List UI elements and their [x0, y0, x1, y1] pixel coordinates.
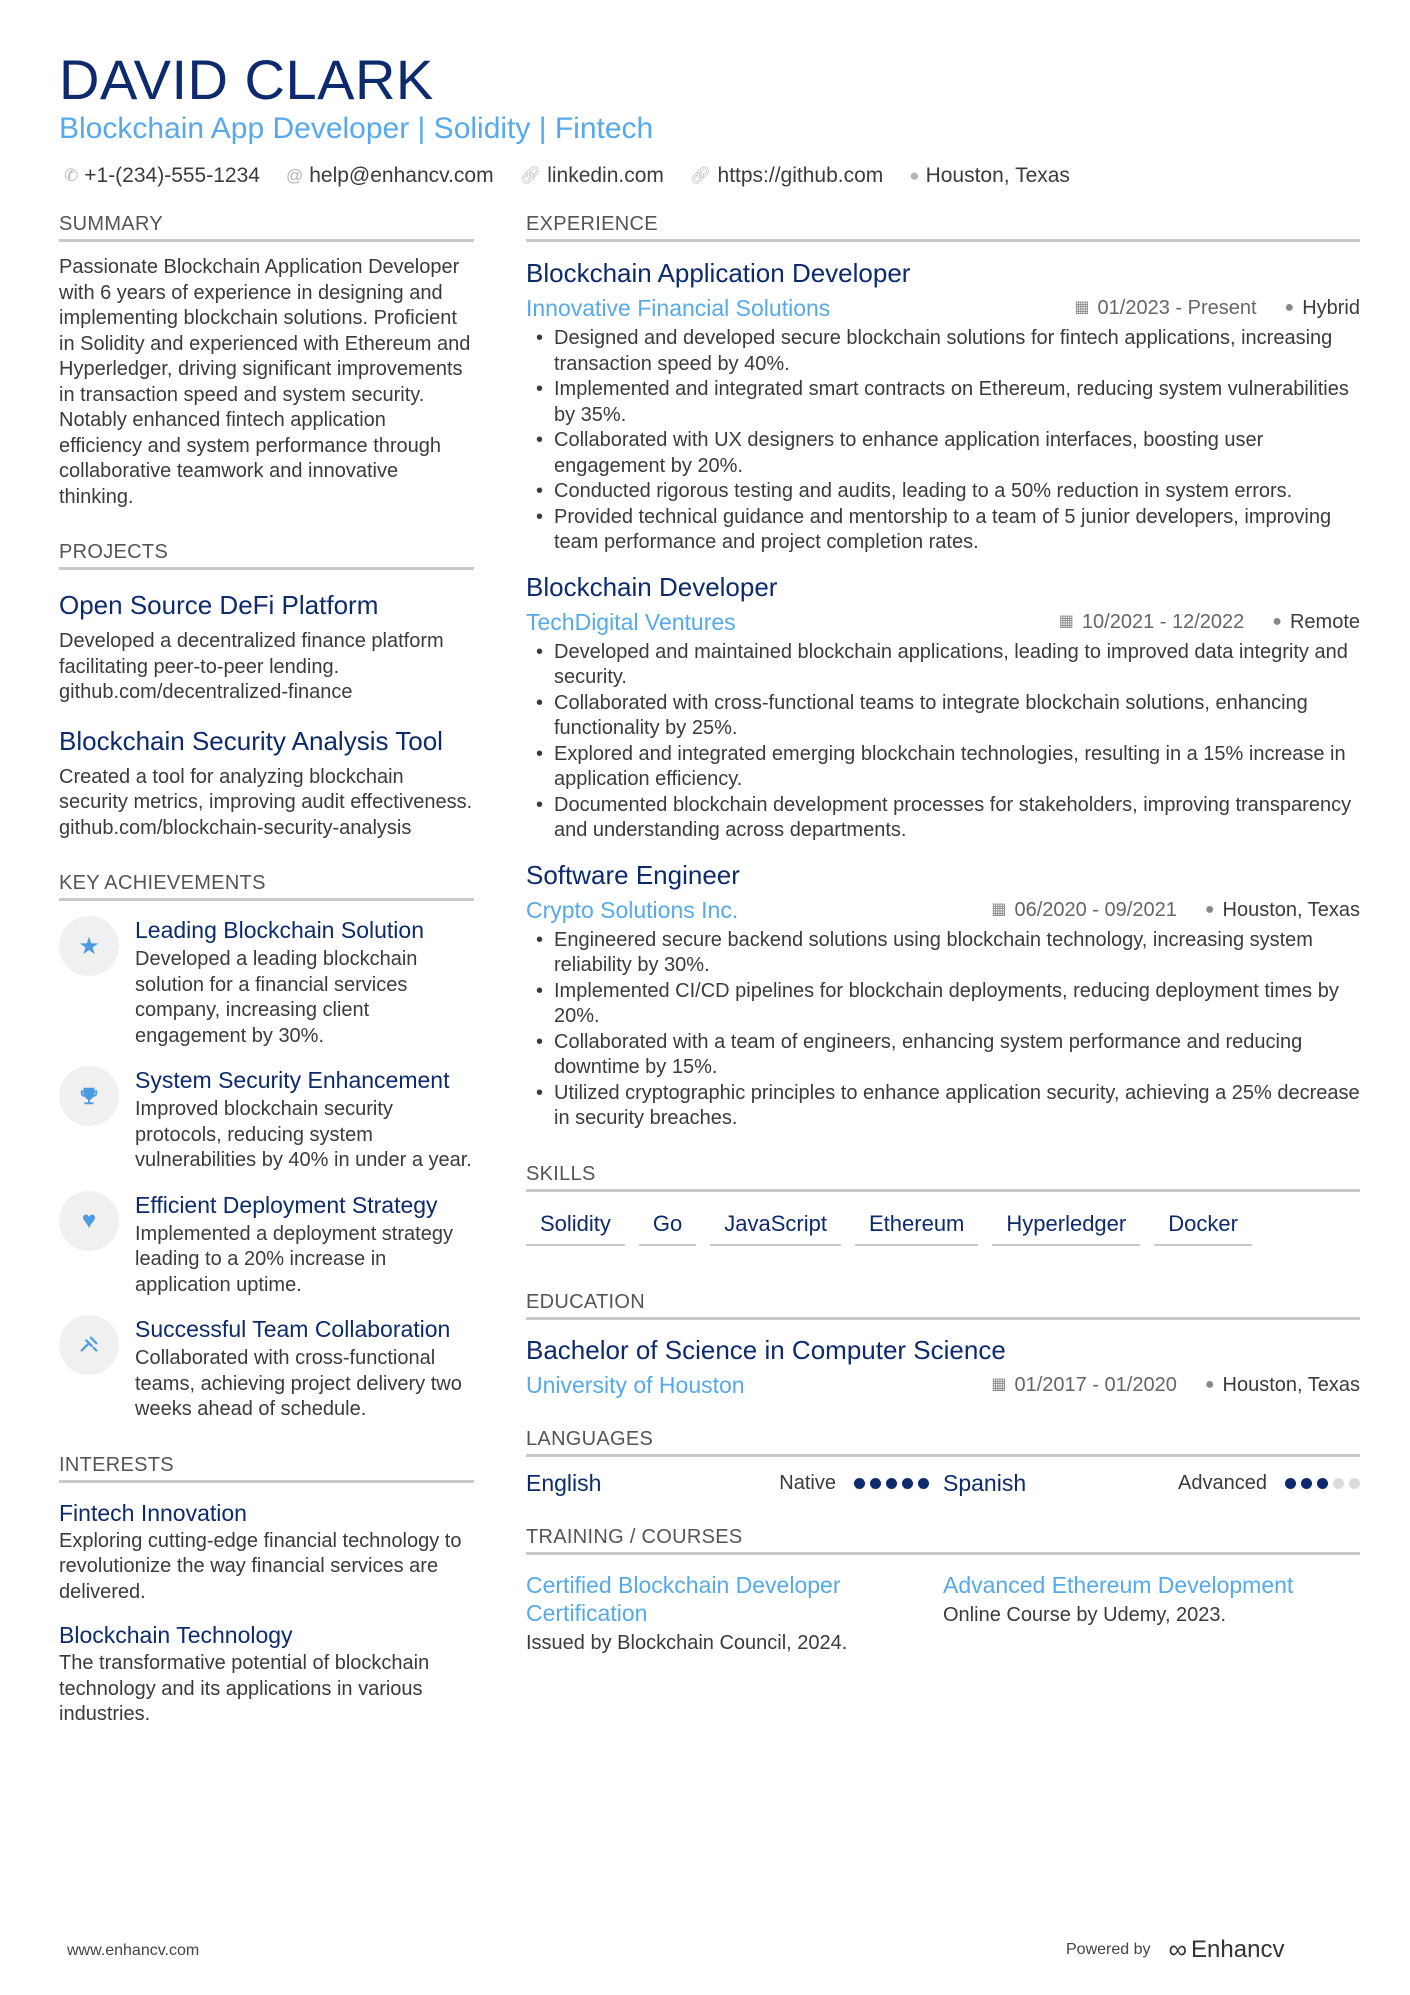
phone-text: +1-(234)-555-1234 — [84, 164, 260, 187]
skill-tag: Hyperledger — [992, 1210, 1140, 1246]
course-item — [526, 1571, 943, 1657]
contact-email[interactable] — [286, 162, 494, 190]
candidate-headline: Blockchain App Developer | Solidity | Fintech — [59, 112, 654, 145]
heart-icon: ♥ — [59, 1191, 119, 1251]
job-bullet: • Implemented and integrated smart contracts on Ethereum, reducing system vulnerabilities by 35%. — [526, 377, 1360, 428]
achievement-item — [59, 1066, 474, 1174]
candidate-name: DAVID CLARK — [59, 48, 434, 111]
project-item — [59, 589, 474, 706]
github-text: https://github.com — [717, 164, 884, 187]
achievement-title: Successful Team Collaboration — [135, 1316, 451, 1342]
achievement-item — [59, 916, 474, 1049]
map-pin-icon: ● — [1204, 1375, 1215, 1393]
job-location: Houston, Texas — [1222, 898, 1360, 921]
job-title: Blockchain Application Developer — [526, 258, 911, 288]
powered-by-text: Powered by — [1066, 1940, 1151, 1958]
job-bullet: • Explored and integrated emerging blockchain technologies, resulting in a 15% increase in application efficiency. — [526, 742, 1360, 793]
achievement-description: Collaborated with cross-functional teams, achieving project delivery two weeks ahead of schedule. — [135, 1347, 462, 1420]
job-bullet: • Implemented CI/CD pipelines for blockchain deployments, reducing deployment times by 20%. — [526, 979, 1360, 1030]
handshake-icon — [59, 1315, 119, 1375]
project-item — [59, 725, 474, 842]
interest-description: The transformative potential of blockchain technology and its applications in various industries. — [59, 1652, 430, 1725]
job-title: Blockchain Developer — [526, 571, 778, 602]
calendar-icon: ▦ — [991, 900, 1007, 918]
skills-list — [526, 1210, 1360, 1246]
job-bullets — [526, 928, 1360, 1132]
location-text: Houston, Texas — [925, 164, 1070, 187]
course-description: Issued by Blockchain Council, 2024. — [526, 1631, 848, 1654]
project-description: Created a tool for analyzing blockchain security metrics, improving audit effectiveness. github.com/blockchain-security-analysis — [59, 765, 473, 839]
skill-tag: Go — [639, 1210, 696, 1246]
interest-description: Exploring cutting-edge financial technology to revolutionize the way financial services are delivered. — [59, 1529, 462, 1603]
contact-bar — [64, 162, 1070, 190]
job-bullets — [526, 640, 1360, 844]
job-bullet: • Collaborated with a team of engineers, enhancing system performance and reducing downtime by 15%. — [526, 1030, 1360, 1081]
achievements-list — [59, 916, 474, 1423]
achievement-description: Implemented a deployment strategy leading to a 20% increase in application uptime. — [135, 1222, 453, 1296]
languages-list — [526, 1470, 1360, 1497]
education-location: Houston, Texas — [1222, 1373, 1360, 1396]
footer-website[interactable]: www.enhancv.com — [67, 1942, 200, 1959]
job-entry — [526, 571, 1360, 844]
course-title: Certified Blockchain Developer Certification — [526, 1571, 841, 1626]
interest-title: Blockchain Technology — [59, 1622, 293, 1648]
interest-title: Fintech Innovation — [59, 1499, 247, 1526]
achievements-heading: KEY ACHIEVEMENTS — [59, 871, 474, 901]
language-name: English — [526, 1469, 602, 1496]
courses-list — [526, 1571, 1360, 1657]
link-icon: 🔗︎ — [519, 166, 542, 185]
skill-tag: Docker — [1154, 1210, 1252, 1246]
job-location: Hybrid — [1302, 297, 1360, 319]
rating-dot — [870, 1478, 881, 1489]
contact-phone[interactable] — [64, 162, 260, 190]
course-description: Online Course by Udemy, 2023. — [943, 1603, 1227, 1626]
job-bullet: • Designed and developed secure blockchain solutions for fintech applications, increasing transaction speed by 40%. — [526, 326, 1360, 377]
rating-dot — [918, 1478, 929, 1489]
language-level: Advanced — [1178, 1471, 1267, 1494]
job-bullet: • Conducted rigorous testing and audits, leading to a 50% reduction in system errors. — [526, 479, 1360, 505]
project-description: Developed a decentralized finance platform facilitating peer-to-peer lending. github.com/decentralized-finance — [59, 630, 444, 703]
map-pin-icon: ● — [1204, 900, 1215, 918]
language-item — [943, 1470, 1360, 1497]
language-name: Spanish — [943, 1469, 1027, 1496]
project-title: Blockchain Security Analysis Tool — [59, 725, 443, 756]
rating-dot — [886, 1478, 897, 1489]
rating-dot — [1301, 1478, 1312, 1489]
rating-dot — [1333, 1478, 1344, 1489]
language-rating — [854, 1478, 929, 1489]
education-heading: EDUCATION — [526, 1290, 1360, 1320]
projects-heading: PROJECTS — [59, 540, 474, 570]
languages-heading: LANGUAGES — [526, 1427, 1360, 1457]
achievement-item — [59, 1315, 474, 1423]
enhancv-logo-icon: ∞ — [1168, 1934, 1184, 1964]
training-heading: TRAINING / COURSES — [526, 1525, 1360, 1555]
interests-heading: INTERESTS — [59, 1453, 474, 1483]
summary-heading: SUMMARY — [59, 212, 474, 242]
trophy-icon — [59, 1066, 119, 1126]
job-dates: 10/2021 - 12/2022 — [1081, 610, 1245, 633]
brand-name: Enhancv — [1191, 1935, 1285, 1963]
skills-heading: SKILLS — [526, 1162, 1360, 1192]
skill-tag: JavaScript — [710, 1210, 841, 1246]
job-entry — [526, 257, 1360, 556]
course-item — [943, 1571, 1360, 1657]
linkedin-text: linkedin.com — [547, 164, 664, 187]
job-bullet: • Collaborated with cross-functional teams to integrate blockchain solutions, enhancing functionality by 25%. — [526, 691, 1360, 742]
contact-linkedin[interactable] — [520, 162, 664, 190]
rating-dot — [1285, 1478, 1296, 1489]
experience-heading: EXPERIENCE — [526, 212, 1360, 242]
skills-section — [526, 1162, 1360, 1246]
job-dates: 06/2020 - 09/2021 — [1014, 898, 1177, 921]
job-location: Remote — [1289, 610, 1360, 633]
education-school: University of Houston — [526, 1371, 745, 1398]
language-rating — [1285, 1478, 1360, 1489]
language-item — [526, 1470, 943, 1497]
calendar-icon: ▦ — [991, 1375, 1007, 1393]
footer-branding — [1066, 1934, 1284, 1965]
language-level: Native — [779, 1471, 836, 1494]
projects-section — [59, 540, 474, 841]
education-degree: Bachelor of Science in Computer Science — [526, 1334, 1006, 1365]
job-company: Innovative Financial Solutions — [526, 295, 831, 321]
calendar-icon: ▦ — [1058, 612, 1074, 630]
rating-dot — [854, 1478, 865, 1489]
map-pin-icon: ● — [1272, 612, 1282, 630]
phone-icon: ✆ — [64, 166, 79, 185]
achievement-title: Leading Blockchain Solution — [135, 917, 424, 943]
job-company: TechDigital Ventures — [526, 608, 736, 635]
star-icon: ★ — [59, 916, 119, 976]
job-bullets — [526, 326, 1360, 556]
interest-item — [59, 1499, 474, 1606]
job-company: Crypto Solutions Inc. — [526, 896, 739, 923]
achievement-title: Efficient Deployment Strategy — [135, 1191, 438, 1218]
skill-tag: Solidity — [526, 1210, 625, 1246]
summary-text: Passionate Blockchain Application Developer with 6 years of experience in designing and implementing blockchain solutions. Proficient in Solidity and experienced with Ethereum and Hyperledger, driving significant improvements in transaction speed and system security. Notably enhanced fintech application efficiency and system performance through collaborative teamwork and innovative thinking. — [59, 256, 471, 508]
contact-location — [909, 162, 1070, 190]
skill-tag: Ethereum — [855, 1210, 978, 1246]
rating-dot — [902, 1478, 913, 1489]
job-title: Software Engineer — [526, 859, 740, 890]
email-text: help@enhancv.com — [309, 164, 494, 187]
course-title: Advanced Ethereum Development — [943, 1571, 1294, 1598]
left-column — [59, 212, 474, 1728]
rating-dot — [1349, 1478, 1360, 1489]
job-bullet: • Developed and maintained blockchain applications, leading to improved data integrity and security. — [526, 640, 1360, 691]
contact-github[interactable] — [690, 162, 883, 190]
map-pin-icon: ● — [909, 166, 920, 185]
brand-logo[interactable] — [1169, 1934, 1285, 1965]
rating-dot — [1317, 1478, 1328, 1489]
achievement-description: Improved blockchain security protocols, reducing system vulnerabilities by 40% in under a year. — [135, 1098, 472, 1171]
job-bullet: • Engineered secure backend solutions using blockchain technology, increasing system reliability by 30%. — [526, 928, 1360, 979]
job-bullet: • Documented blockchain development processes for stakeholders, improving transparency and understanding across departments. — [526, 793, 1360, 844]
calendar-icon: ▦ — [1074, 299, 1090, 316]
project-title: Open Source DeFi Platform — [59, 590, 379, 620]
map-pin-icon: ● — [1284, 299, 1295, 316]
at-icon: @ — [285, 166, 304, 185]
achievement-description: Developed a leading blockchain solution for a financial services company, increasing client engagement by 30%. — [135, 948, 418, 1047]
job-bullet: • Utilized cryptographic principles to enhance application security, achieving a 25% decrease in security breaches. — [526, 1081, 1360, 1132]
interest-item — [59, 1621, 474, 1728]
right-column — [526, 212, 1360, 1656]
job-dates: 01/2023 - Present — [1097, 297, 1257, 319]
job-bullet: • Collaborated with UX designers to enhance application interfaces, boosting user engagement by 20%. — [526, 428, 1360, 479]
job-bullet: • Provided technical guidance and mentorship to a team of 5 junior developers, improving team performance and project completion rates. — [526, 505, 1360, 556]
job-entry — [526, 859, 1360, 1132]
achievement-title: System Security Enhancement — [135, 1067, 450, 1093]
achievement-item — [59, 1191, 474, 1299]
link-icon: 🔗︎ — [689, 166, 712, 185]
education-dates: 01/2017 - 01/2020 — [1014, 1373, 1177, 1396]
